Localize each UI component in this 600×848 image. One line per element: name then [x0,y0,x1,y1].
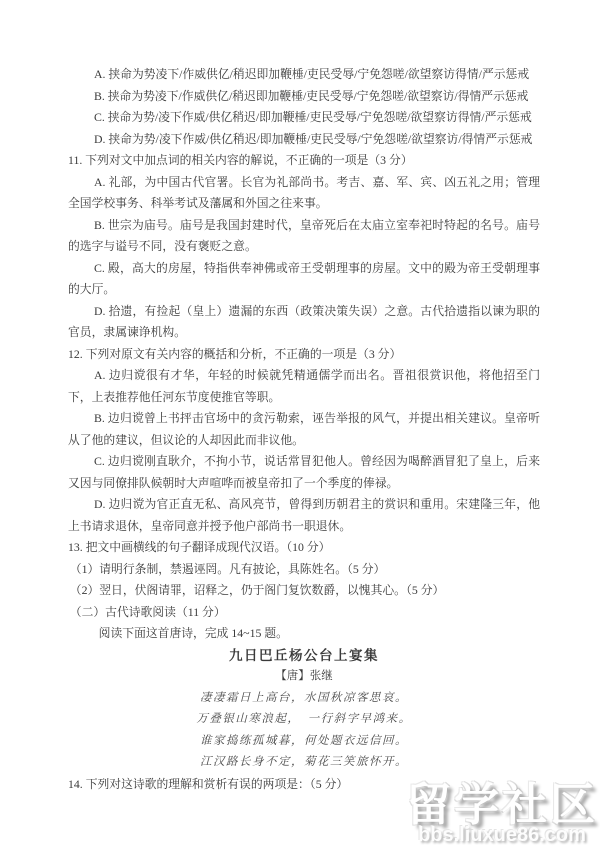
poem-line-1: 凄凄霜日上高台，水国秋凉客思哀。 [200,691,408,704]
q13-item-1: （1）请明行条制，禁遏诬罔。凡有披论，具陈姓名。（5 分） [69,561,386,576]
poem-line-4: 江汉路长身不定，菊花三笑旅怀开。 [200,756,408,768]
q10-option-a: A. 挟命为势凌下/作威供亿/稍迟即加鞭棰/吏民受辱/宁免怨嗟/欲望察访得情/严示惩戒 [93,67,530,81]
q11-option-a: A. 礼部，为中国古代官署。长官为礼部尚书。考吉、嘉、军、宾、凶五礼之用；管理全国学校事务、科举考试及藩属和外国之往来事。 [68,174,540,210]
q12-option-a: A. 边归谠很有才华，年轻的时候就凭精通儒学而出名。晋祖很赏识他，将他招至门下，上表推荐他任河东节度使推官等职。 [68,368,540,404]
q12-option-b: B. 边归谠曾上书抨击官场中的贪污勒索，诬告举报的风气，并提出相关建议。皇帝听从了他的建议，但议论的人却因此而非议他。 [68,411,540,447]
poem-author: 【唐】张继 [275,670,333,682]
section2-heading: （二）古代诗歌阅读（11 分） [69,604,226,619]
q14-stem: 14. 下列对这诗歌的理解和赏析有误的两项是：（5 分） [68,776,349,791]
watermark-url: bbs.liuxue86.com [418,824,586,846]
watermark-logo-text: 留学社区 [405,778,598,830]
q10-option-d: D. 挟命为势/凌下作威/供亿稍迟/即加鞭棰/吏民受辱/宁免怨嗟/欲望察访/得情严示惩戒 [93,131,533,146]
q13-item-2: （2）翌日，伏阁请罪，诏释之，仍于阁门复饮数爵，以愧其心。（5 分） [69,583,445,597]
poem-title: 九日巴丘杨公台上宴集 [229,647,379,663]
q10-option-c: C. 挟命为势/凌下作威/供亿稍迟/即加鞭棰/吏民受辱/宁免怨嗟/欲望察访得情/严示惩戒 [93,110,532,124]
section2-instruction: 阅读下面这首唐诗，完成 14~15 题。 [98,626,288,640]
poem-line-2: 万叠银山寒浪起， 一行斜字早鸿来。 [196,713,412,725]
q12-stem: 12. 下列对原文有关内容的概括和分析，不正确的一项是（3 分） [68,346,402,361]
q10-option-b: B. 挟命为势凌下/作威供亿/稍迟即加鞭棰/吏民受辱/宁免怨嗟/欲望察访/得情严示惩戒 [93,88,529,103]
q12-option-c: C. 边归谠刚直耿介，不拘小节，说话常冒犯他人。曾经因为喝醉酒冒犯了皇上，后来又因与同僚排队候朝时大声喧哗而被皇帝扣了一个季度的俸禄。 [68,454,540,490]
poem-block [68,645,540,774]
exam-body [68,64,540,795]
q11-option-d: D. 拾遗，有捡起（皇上）遗漏的东西（政策决策失误）之意。古代拾遗指以谏为职的官员，隶属谏诤机构。 [68,303,540,339]
q12-option-d: D. 边归谠为官正直无私、高风亮节，曾得到历朝君主的赏识和重用。宋建隆三年，他上书请求退休，皇帝同意并授予他户部尚书一职退休。 [68,497,540,533]
q11-stem: 11. 下列对文中加点词的相关内容的解说，不正确的一项是（3 分） [68,153,413,167]
q11-option-c: C. 殿，高大的房屋，特指供奉神佛或帝王受朝理事的房屋。文中的殿为帝王受朝理事的大厅。 [68,260,540,296]
q13-stem: 13. 把文中画横线的句子翻译成现代汉语。（10 分） [68,540,331,554]
poem-line-3: 谁家捣练孤城暮，何处题衣远信回。 [200,734,408,747]
q11-option-b: B. 世宗为庙号。庙号是我国封建时代，皇帝死后在太庙立室奉祀时特起的名号。庙号的选字与谥号不同，没有褒贬之意。 [68,217,540,253]
